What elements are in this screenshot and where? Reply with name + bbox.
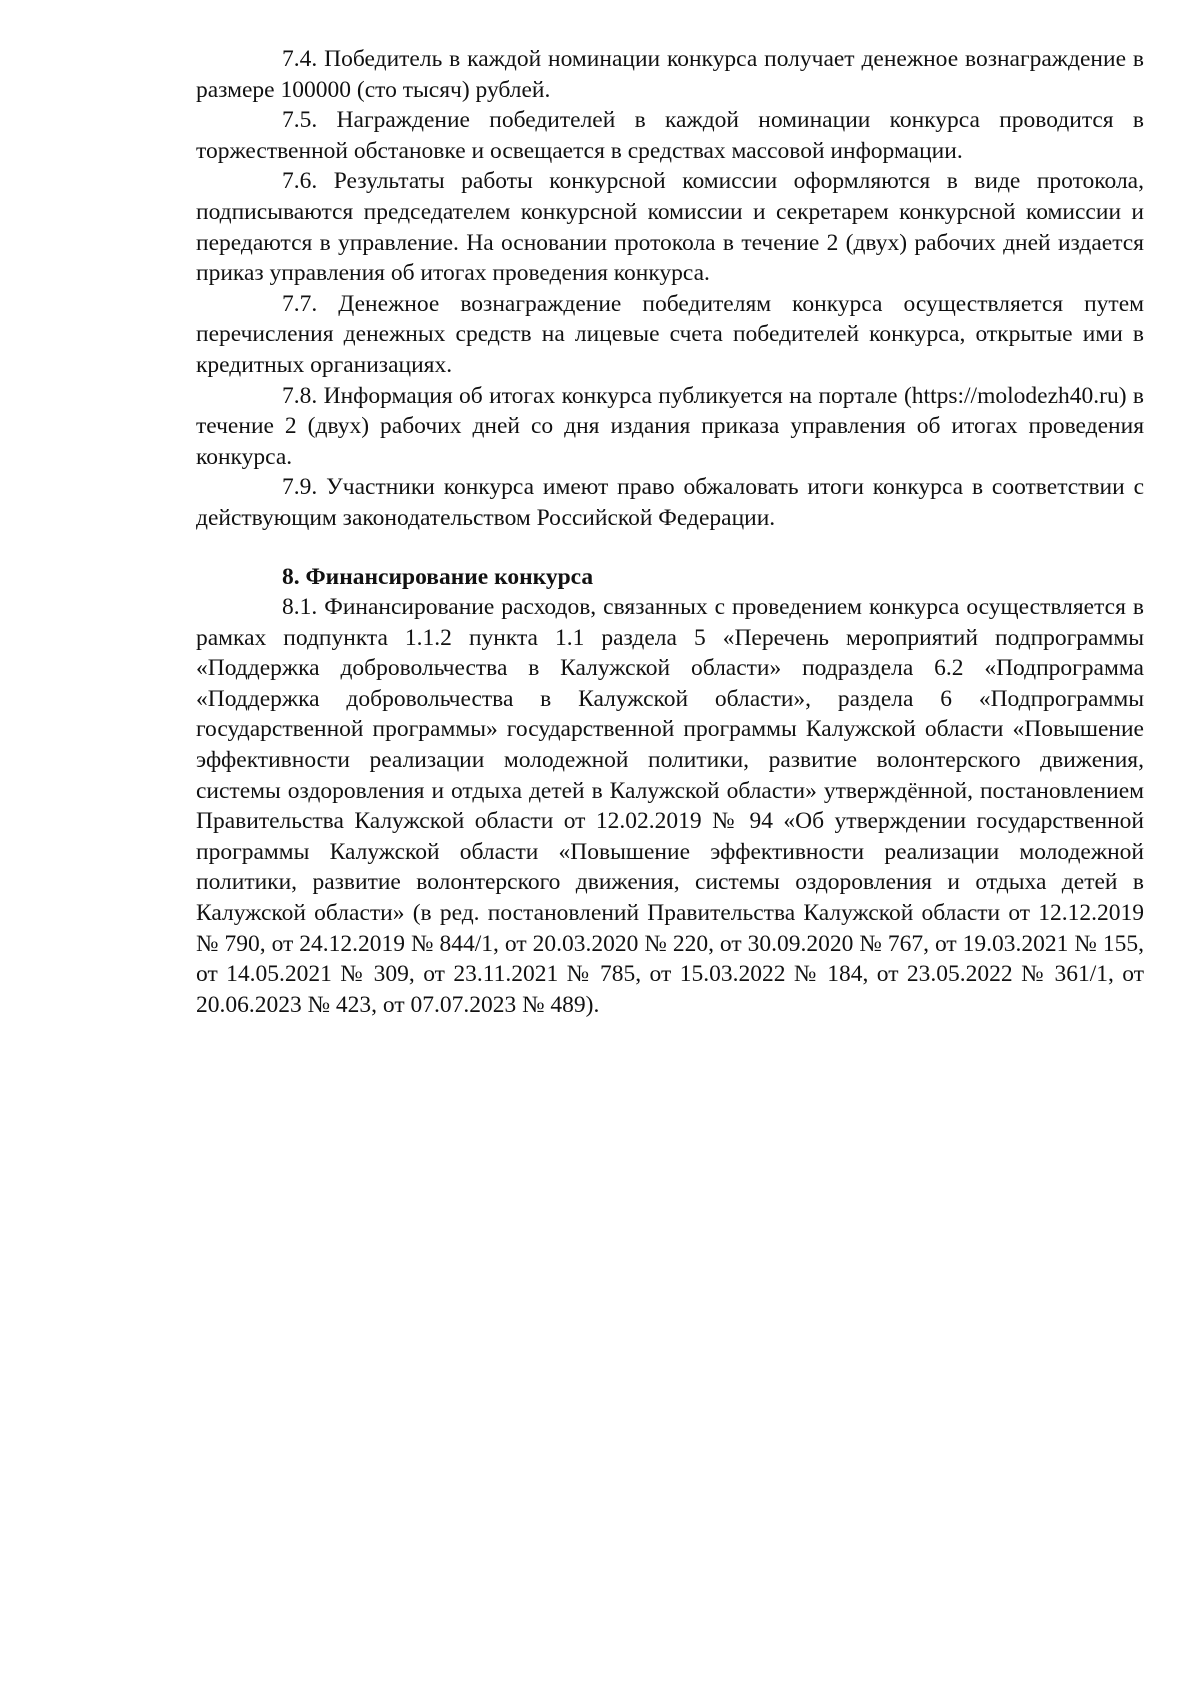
paragraph-7-8: 7.8. Информация об итогах конкурса публикуется на портале (https://molodezh40.ru) в течение 2 (двух) рабочих дней со дня издания приказа управления об итогах проведения конкурса.: [196, 382, 1144, 470]
paragraph-7-4: 7.4. Победитель в каждой номинации конкурса получает денежное вознаграждение в размере 100000 (сто тысяч) рублей.: [196, 46, 1144, 103]
paragraph-8-1: 8.1. Финансирование расходов, связанных с проведением конкурса осуществляется в рамках подпункта 1.1.2 пункта 1.1 раздела 5 «Перечень мероприятий подпрограммы «Поддержка добровольчества в Калужской области» подраздела 6.2 «Подпрограмма «Поддержка добровольчества в Калужской области», раздела 6 «Подпрограммы государственной программы» государственной программы Калужской области «Повышение эффективности реализации молодежной политики, развитие волонтерского движения, системы оздоровления и отдыха детей в Калужской области» утверждённой, постановлением Правительства Калужской области от 12.02.2019 № 94 «Об утверждении государственной программы Калужской области «Повышение эффективности реализации молодежной политики, развитие волонтерского движения, системы оздоровления и отдыха детей в Калужской области» (в ред. постановлений Правительства Калужской области от 12.12.2019 № 790, от 24.12.2019 № 844/1, от 20.03.2020 № 220, от 30.09.2020 № 767, от 19.03.2021 № 155, от 14.05.2021 № 309, от 23.11.2021 № 785, от 15.03.2022 № 184, от 23.05.2022 № 361/1, от 20.06.2023 № 423, от 07.07.2023 № 489).: [196, 594, 1144, 1018]
paragraph-7-5: 7.5. Награждение победителей в каждой номинации конкурса проводится в торжественной обстановке и освещается в средствах массовой информации.: [196, 107, 1144, 164]
paragraph-7-6: 7.6. Результаты работы конкурсной комиссии оформляются в виде протокола, подписываются председателем конкурсной комиссии и секретарем конкурсной комиссии и передаются в управление. На основании протокола в течение 2 (двух) рабочих дней издается приказ управления об итогах проведения конкурса.: [196, 168, 1144, 287]
section-8-heading: 8. Финансирование конкурса: [282, 563, 594, 590]
document-page: [196, 44, 1144, 1020]
paragraph-7-9: 7.9. Участники конкурса имеют право обжаловать итоги конкурса в соответствии с действующим законодательством Российской Федерации.: [196, 474, 1144, 531]
paragraph-7-7: 7.7. Денежное вознаграждение победителям конкурса осуществляется путем перечисления денежных средств на лицевые счета победителей конкурса, открытые ими в кредитных организациях.: [196, 290, 1144, 378]
